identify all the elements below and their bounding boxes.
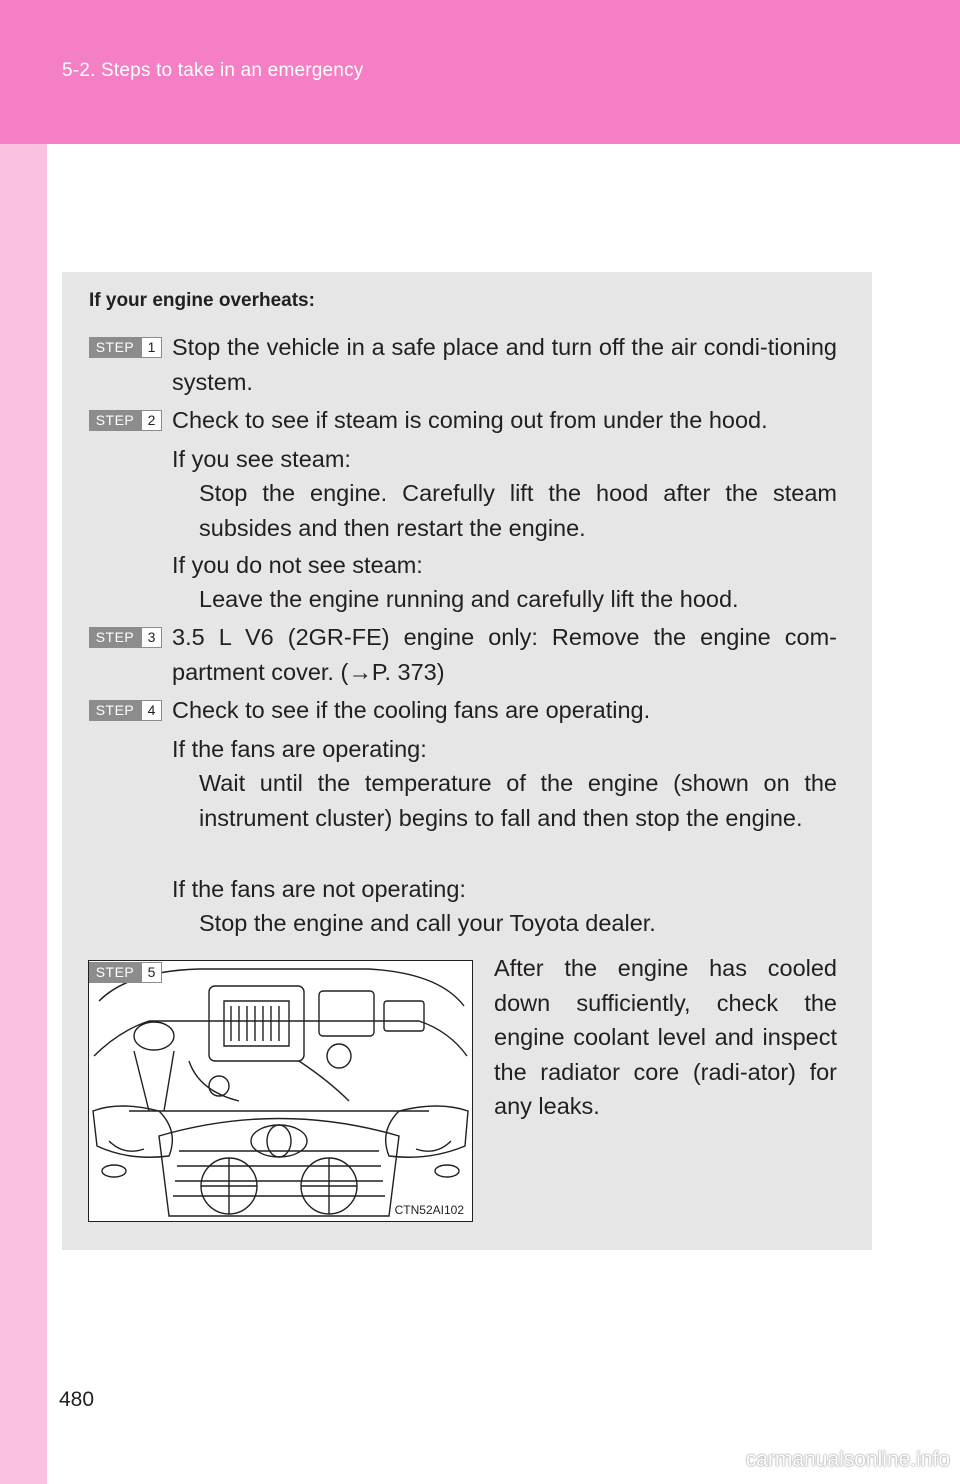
step-4-badge bbox=[89, 700, 162, 721]
condition-fans-not-operating: If the fans are not operating: bbox=[172, 876, 466, 902]
header-bar bbox=[0, 0, 960, 144]
step-word: STEP bbox=[89, 337, 141, 358]
step-5-text: After the engine has cooled down sufficiently, check the engine coolant level and inspect the radiator core (radi-ator) for any leaks. bbox=[494, 955, 837, 1119]
step-word: STEP bbox=[89, 410, 141, 431]
step-4-text: Check to see if the cooling fans are operating. bbox=[172, 697, 651, 723]
step-number: 3 bbox=[141, 627, 162, 648]
step-2-text: Check to see if steam is coming out from under the hood. bbox=[172, 407, 768, 433]
step-3-text: 3.5 L V6 (2GR-FE) engine only: Remove the engine com-partment cover. (→P. 373) bbox=[172, 624, 837, 685]
step-word: STEP bbox=[89, 627, 141, 648]
step-number: 4 bbox=[141, 700, 162, 721]
condition-fans-operating: If the fans are operating: bbox=[172, 736, 427, 762]
step-3-badge bbox=[89, 627, 162, 648]
page-number: 480 bbox=[59, 1388, 95, 1411]
action-no-steam: Leave the engine running and carefully lift the hood. bbox=[199, 586, 739, 612]
step-word: STEP bbox=[89, 700, 141, 721]
step-5-badge bbox=[89, 962, 162, 983]
action-fans-operating: Wait until the temperature of the engine (shown on the instrument cluster) begins to fall and then stop the engine. bbox=[199, 770, 837, 831]
side-tab-strip bbox=[0, 144, 47, 1484]
action-fans-not-operating: Stop the engine and call your Toyota dealer. bbox=[199, 910, 656, 936]
action-steam: Stop the engine. Carefully lift the hood after the steam subsides and then restart the engine. bbox=[199, 480, 837, 541]
illustration-code: CTN52AI102 bbox=[394, 1203, 464, 1217]
step-number: 2 bbox=[141, 410, 162, 431]
section-title: 5-2. Steps to take in an emergency bbox=[62, 60, 364, 81]
engine-compartment-illustration bbox=[88, 960, 473, 1222]
step-number: 1 bbox=[141, 337, 162, 358]
condition-no-steam: If you do not see steam: bbox=[172, 552, 423, 578]
step-number: 5 bbox=[141, 962, 162, 983]
step-1-text: Stop the vehicle in a safe place and turn off the air condi-tioning system. bbox=[172, 334, 837, 395]
condition-steam: If you see steam: bbox=[172, 446, 351, 472]
watermark: carmanualsonline.info bbox=[745, 1448, 950, 1471]
engine-bay-drawing bbox=[89, 961, 472, 1221]
box-title: If your engine overheats: bbox=[89, 290, 315, 311]
step-1-badge bbox=[89, 337, 162, 358]
step-word: STEP bbox=[89, 962, 141, 983]
step-2-badge bbox=[89, 410, 162, 431]
